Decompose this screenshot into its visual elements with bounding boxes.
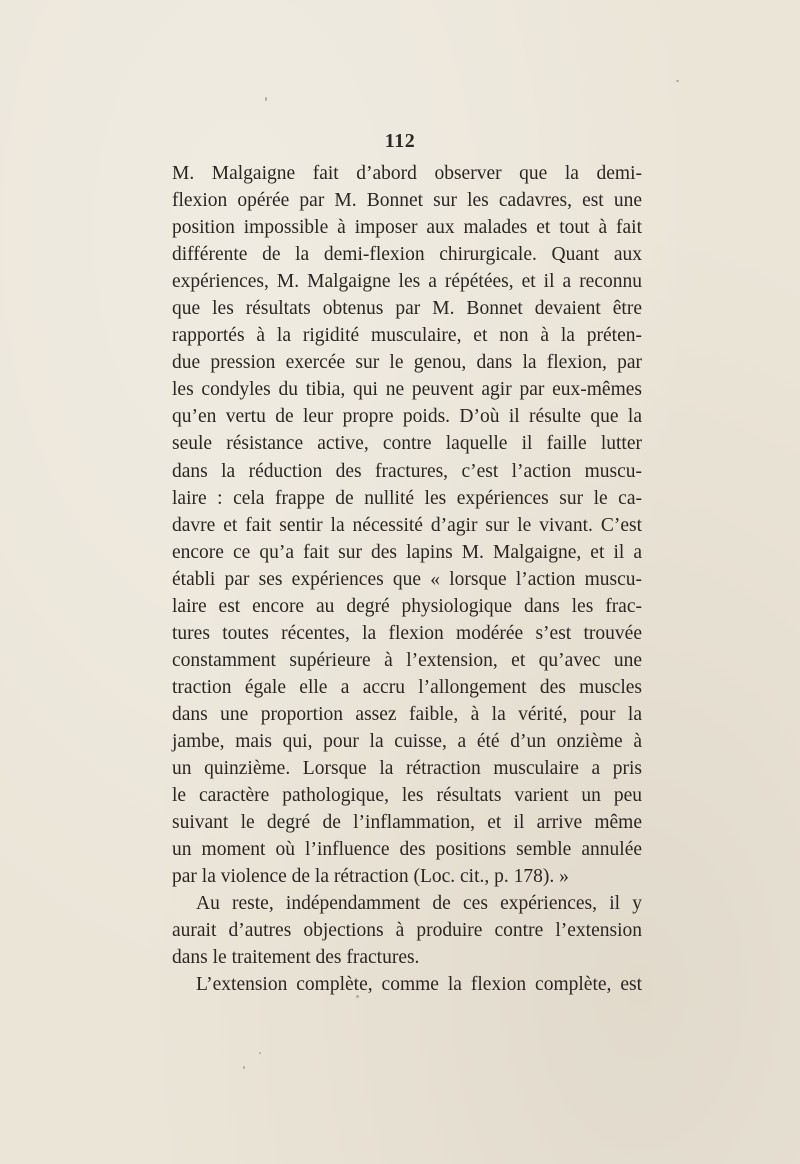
text-line: établi par ses expériences que « lorsque l’action muscu-: [172, 568, 642, 590]
text-line: un moment où l’influence des positions semble annulée: [172, 839, 642, 861]
text-line: flexion opérée par M. Bonnet sur les cadavres, est une: [172, 190, 642, 212]
text-line: M. Malgaigne fait d’abord observer que la demi-: [172, 163, 642, 184]
paper-speck: [243, 1066, 245, 1069]
text-line: le caractère pathologique, les résultats varient un peu: [172, 785, 642, 807]
text-line: dans la réduction des fractures, c’est l’action muscu-: [172, 460, 642, 482]
text-line: laire : cela frappe de nullité les expériences sur le ca-: [172, 487, 642, 509]
text-line: laire est encore au degré physiologique dans les frac-: [172, 595, 642, 617]
paper-speck: [356, 995, 359, 998]
text-line: due pression exercée sur le genou, dans la flexion, par: [172, 352, 642, 374]
text-line: dans une proportion assez faible, à la vérité, pour la: [172, 703, 642, 725]
text-line: position impossible à imposer aux malades et tout à fait: [172, 217, 642, 239]
text-line: aurait d’autres objections à produire contre l’extension: [172, 920, 642, 942]
page-number: 112: [384, 130, 416, 152]
paper-speck: [259, 1052, 261, 1054]
text-line: suivant le degré de l’inflammation, et il arrive même: [172, 812, 642, 834]
text-line: un quinzième. Lorsque la rétraction musculaire a pris: [172, 758, 642, 780]
text-line: dans le traitement des fractures.: [172, 947, 420, 969]
text-line: jambe, mais qui, pour la cuisse, a été d’un onzième à: [172, 730, 642, 752]
text-line: encore ce qu’a fait sur des lapins M. Malgaigne, et il a: [172, 541, 642, 563]
text-line: expériences, M. Malgaigne les a répétées, et il a reconnu: [172, 271, 642, 293]
body-text: [172, 160, 642, 998]
text-line: qu’en vertu de leur propre poids. D’où il résulte que la: [172, 406, 642, 428]
text-line: L’extension complète, comme la flexion complète, est: [196, 974, 642, 996]
text-line: différente de la demi-flexion chirurgicale. Quant aux: [172, 244, 642, 266]
text-line: davre et fait sentir la nécessité d’agir sur le vivant. C’est: [172, 514, 642, 536]
text-line: par la violence de la rétraction (Loc. cit., p. 178). »: [172, 866, 569, 888]
text-line: Au reste, indépendamment de ces expériences, il y: [196, 893, 642, 915]
text-line: traction égale elle a accru l’allongement des muscles: [172, 676, 642, 698]
paper-speck: [676, 80, 679, 82]
text-line: seule résistance active, contre laquelle il faille lutter: [172, 433, 642, 455]
text-line: constamment supérieure à l’extension, et qu’avec une: [172, 649, 642, 671]
text-line: rapportés à la rigidité musculaire, et non à la préten-: [172, 325, 642, 347]
text-line: que les résultats obtenus par M. Bonnet devaient être: [172, 298, 642, 320]
paper-speck: [265, 97, 267, 101]
text-line: tures toutes récentes, la flexion modérée s’est trouvée: [172, 622, 642, 644]
text-line: les condyles du tibia, qui ne peuvent agir par eux-mêmes: [172, 379, 642, 401]
